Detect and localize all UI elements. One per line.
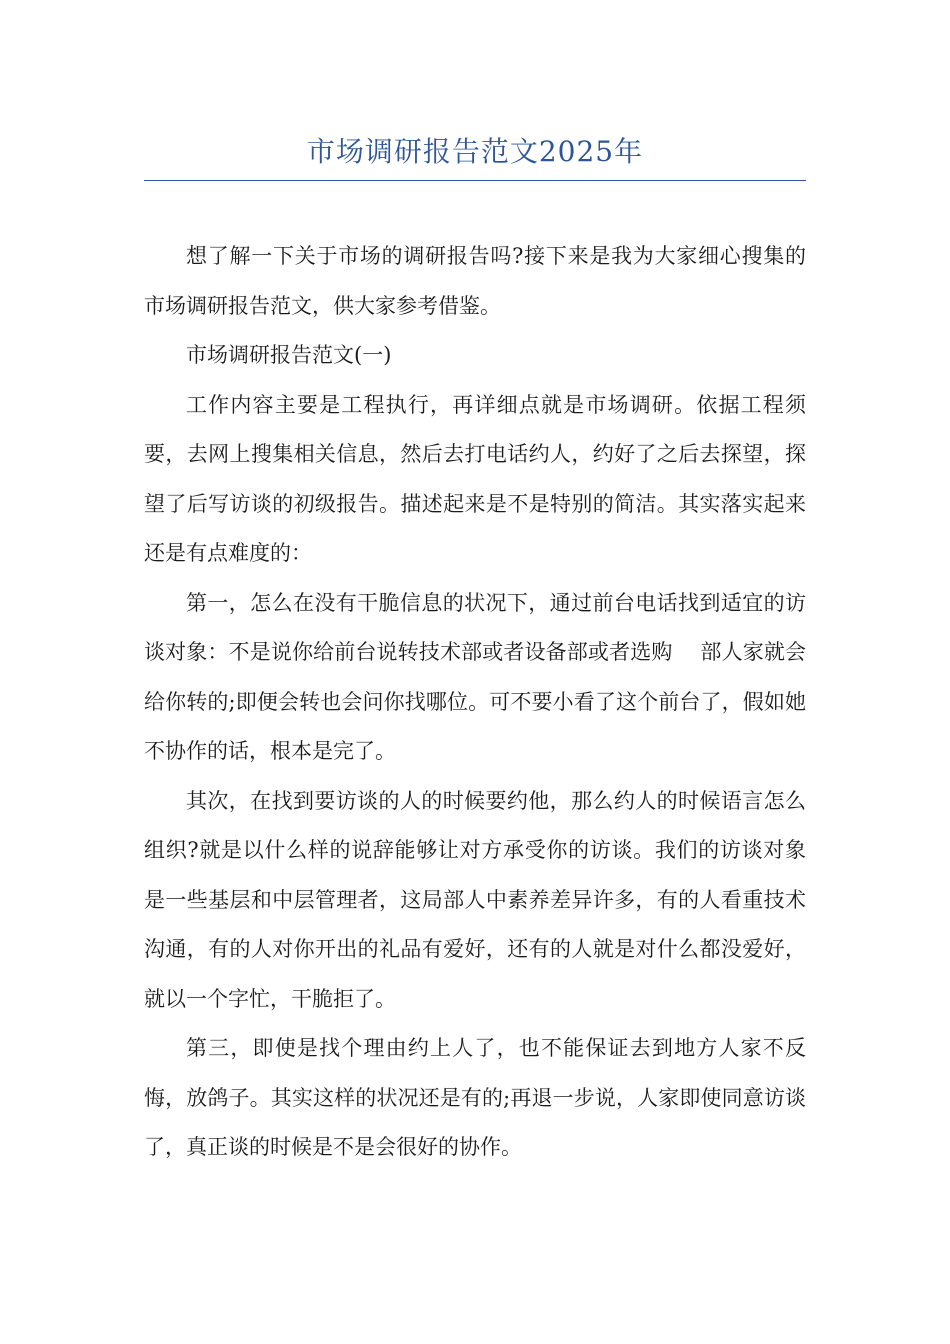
title-underline [144, 180, 806, 181]
intro-paragraph: 想了解一下关于市场的调研报告吗?接下来是我为大家细心搜集的市场调研报告范文，供大家参考借鉴。 [144, 244, 806, 318]
document-title: 市场调研报告范文2025年 [306, 135, 644, 168]
body-paragraph: 工作内容主要是工程执行，再详细点就是市场调研。依据工程须要，去网上搜集相关信息，然后去打电话约人，约好了之后去探望，探望了后写访谈的初级报告。描述起来是不是特别的简洁。其实落实起来还是有点难度的： [144, 392, 806, 565]
section-heading: 市场调研报告范文(一) [186, 343, 392, 367]
body-paragraph: 第三，即使是找个理由约上人了，也不能保证去到地方人家不反悔，放鸽子。其实这样的状况还是有的;再退一步说，人家即使同意访谈了，真正谈的时候是不是会很好的协作。 [144, 1036, 806, 1159]
body-paragraph: 第一，怎么在没有干脆信息的状况下，通过前台电话找到适宜的访谈对象：不是说你给前台说转技术部或者设备部或者选购 部人家就会给你转的;即便会转也会问你找哪位。可不要小看了这个前台了，假如她不协作的话，根本是完了。 [144, 590, 806, 763]
document-body [144, 232, 806, 1173]
body-paragraph: 其次，在找到要访谈的人的时候要约他，那么约人的时候语言怎么组织?就是以什么样的说辞能够让对方承受你的访谈。我们的访谈对象是一些基层和中层管理者，这局部人中素养差异许多，有的人看重技术沟通，有的人对你开出的礼品有爱好，还有的人就是对什么都没爱好，就以一个字忙，干脆拒了。 [144, 788, 806, 1011]
